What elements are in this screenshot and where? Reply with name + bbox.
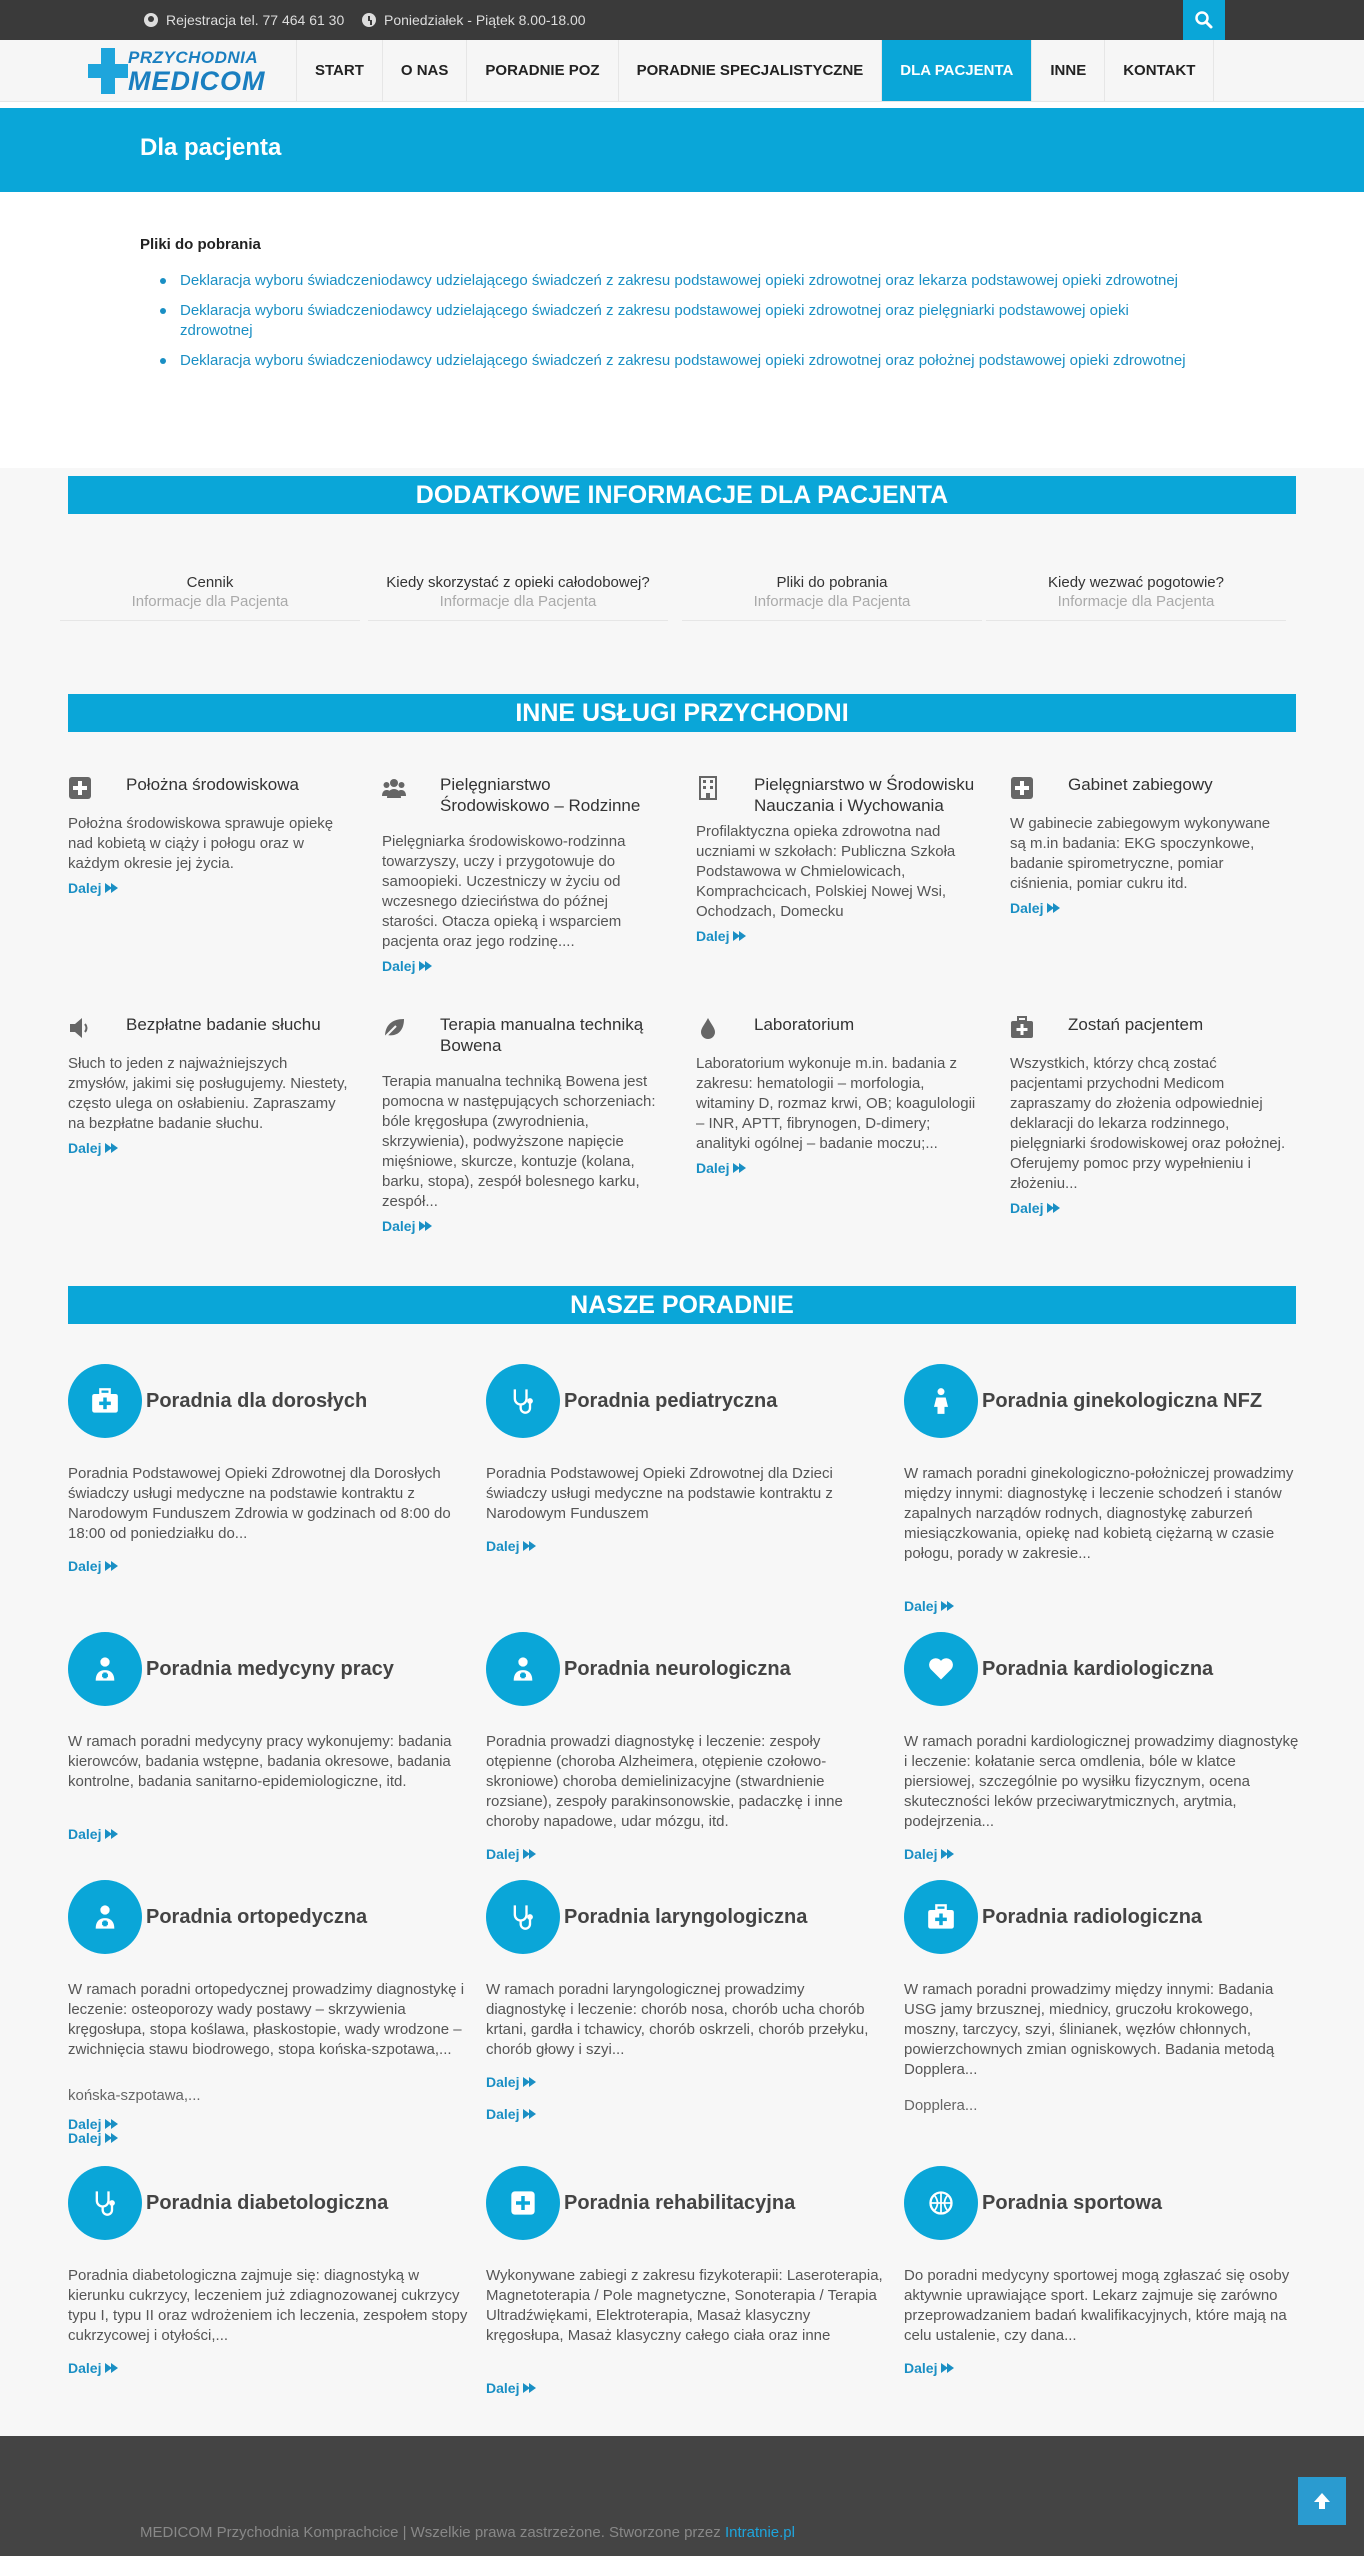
clinic-more-link[interactable] [68, 2360, 119, 2376]
info-card-title: Kiedy skorzystać z opieki całodobowej? [386, 574, 650, 591]
service-more-link[interactable] [68, 880, 119, 896]
users-icon [382, 776, 406, 800]
download-link-lekarz[interactable]: Deklaracja wyboru świadczeniodawcy udzielającego świadczeń z zakresu podstawowej opieki zdrowotnej oraz lekarza podstawowej opieki zdrowotnej [180, 272, 1179, 289]
top-bar [0, 0, 1364, 40]
doctor-icon [91, 1903, 119, 1931]
logo-line1: PRZYCHODNIA [128, 48, 259, 67]
menu-poradnie-specjalistyczne[interactable]: PORADNIE SPECJALISTYCZNE [619, 40, 883, 101]
clinic-icon-circle [904, 2166, 978, 2240]
ball-icon [927, 2189, 955, 2217]
logo[interactable] [88, 44, 288, 98]
footer [0, 2436, 1364, 2556]
clinic-title[interactable]: Poradnia ginekologiczna NFZ [982, 1390, 1263, 1412]
double-arrow-icon [105, 2132, 119, 2144]
double-arrow-icon [419, 960, 433, 972]
double-arrow-icon [419, 1220, 433, 1232]
more-label: Dalej [68, 1826, 102, 1842]
clinic-more-link[interactable] [486, 1846, 537, 1862]
double-arrow-icon [733, 1162, 747, 1174]
clock-icon [362, 13, 376, 27]
clinic-more-link-duplicate[interactable] [486, 2106, 537, 2122]
double-arrow-icon [941, 1600, 955, 1612]
services-banner: INNE USŁUGI PRZYCHODNI [68, 694, 1296, 732]
service-more-link[interactable] [68, 1140, 119, 1156]
double-arrow-icon [941, 1848, 955, 1860]
extra-info-banner: DODATKOWE INFORMACJE DLA PACJENTA [68, 476, 1296, 514]
footer-copyright [140, 2524, 795, 2541]
service-text: Wszystkich, którzy chcą zostać pacjentami przychodni Medicom zapraszamy do złożenia odpowiedniej deklaracji do lekarza rodzinnego, pielęgniarki środowiskowej oraz położnej. Oferujemy pomoc przy wypełnieniu i złożeniu... [1010, 1055, 1286, 1192]
clinic-icon-circle [904, 1364, 978, 1438]
menu-start[interactable]: START [296, 40, 383, 101]
download-link-polozna[interactable]: Deklaracja wyboru świadczeniodawcy udzielającego świadczeń z zakresu podstawowej opieki zdrowotnej oraz położnej podstawowej opieki zdrowotnej [180, 352, 1186, 369]
more-label: Dalej [486, 2106, 520, 2122]
double-arrow-icon [523, 2382, 537, 2394]
cross-icon [88, 48, 128, 94]
service-text: W gabinecie zabiegowym wykonywane są m.in badania: EKG spoczynkowe, badanie spirometryczne, pomiar ciśnienia, pomiar cukru itd. [1010, 815, 1271, 892]
download-link-pielegniarka[interactable]: Deklaracja wyboru świadczeniodawcy udzielającego świadczeń z zakresu podstawowej opieki zdrowotnej oraz pielęgniarki podstawowej opieki zdrowotnej [180, 302, 1129, 339]
clinic-text: W ramach poradni laryngologicznej prowadzimy diagnostykę i leczenie: chorób nosa, chorób ucha chorób krtani, gardła i tchawicy, chorób oskrzeli, chorób przełyku, chorób głowy i szyi... [486, 1981, 869, 2058]
service-gabinet-zabiegowy [1010, 774, 1290, 918]
info-card-title: Pliki do pobrania [776, 574, 888, 591]
double-arrow-icon [105, 1828, 119, 1840]
medkit-icon [927, 1903, 955, 1931]
more-label: Dalej [486, 1538, 520, 1554]
phone-text: Rejestracja tel. 77 464 61 30 [166, 12, 345, 28]
plus-square-icon [68, 776, 92, 800]
download-item [140, 301, 1190, 341]
service-more-link[interactable] [696, 928, 747, 944]
medkit-icon [91, 1387, 119, 1415]
service-more-link[interactable] [1010, 1200, 1061, 1216]
clinic-icon-circle [486, 1364, 560, 1438]
menu-dla-pacjenta[interactable]: DLA PACJENTA [882, 40, 1032, 101]
info-card-sub: Informacje dla Pacjenta [439, 593, 597, 610]
double-arrow-icon [523, 1848, 537, 1860]
more-label: Dalej [904, 1598, 938, 1614]
menu-kontakt[interactable]: KONTAKT [1105, 40, 1214, 101]
service-title: Zostań pacjentem [1068, 1015, 1204, 1034]
main-menu [296, 40, 1214, 101]
more-label: Dalej [486, 2380, 520, 2396]
search-button[interactable] [1183, 0, 1225, 40]
page-title: Dla pacjenta [140, 134, 282, 161]
service-text: Słuch to jeden z najważniejszych zmysłów, jakimi się posługujemy. Niestety, często ulega on osłabieniu. Zapraszamy na bezpłatne badanie słuchu. [68, 1055, 348, 1132]
more-label: Dalej [486, 2074, 520, 2090]
more-label: Dalej [1010, 900, 1044, 916]
service-text: Laboratorium wykonuje m.in. badania z zakresu: hematologii – morfologia, witaminy D, rozmaz krwi, OB; koagulologii – INR, APTT, fibrynogen, D-dimery; analityki ogólnej – badanie moczu;... [696, 1055, 976, 1152]
more-label: Dalej [68, 1140, 102, 1156]
more-label: Dalej [1010, 1200, 1044, 1216]
clinic-icon-circle [486, 1880, 560, 1954]
service-text: Terapia manualna techniką Bowena jest pomocna w następujących schorzeniach: bóle kręgosłupa (zwyrodnienia, skrzywienia), podwyższone napięcie mięśniowe, skurcze, kontuzje (kolana, barku, stopa), zespół bolesnego karku, zespół... [382, 1073, 656, 1210]
service-more-link[interactable] [382, 1218, 433, 1234]
downloads-list [140, 271, 1190, 371]
clinic-text: W ramach poradni ortopedycznej prowadzimy diagnostykę i leczenie: osteoporozy wady postawy – skrzywienia kręgosłupa, stopa koślawa, płaskostopie, wady wrodzone – zwichnięcia stawu biodrowego, stopa końska-szpotawa,... [68, 1981, 465, 2058]
info-card-pogotowie[interactable] [986, 574, 1286, 621]
downloads-section [140, 236, 1190, 381]
clinic-icon-circle [486, 1632, 560, 1706]
more-label: Dalej [68, 2360, 102, 2376]
clinic-more-link[interactable] [68, 1558, 119, 1574]
more-label: Dalej [382, 958, 416, 974]
double-arrow-icon [941, 2362, 955, 2374]
clinic-text: Wykonywane zabiegi z zakresu fizykoterapii: Laseroterapia, Magnetoterapia / Pole magnetyczne, Sonoterapia / Terapia Ultradźwiękami, Elektroterapia, Masaż klasyczny kręgosłupa, Masaż klasyczny całego ciała oraz inne [486, 2267, 883, 2344]
double-arrow-icon [733, 930, 747, 942]
more-label: Dalej [68, 1558, 102, 1574]
clinic-more-link[interactable] [68, 1826, 119, 1842]
clinic-title[interactable]: Poradnia laryngologiczna [564, 1906, 808, 1928]
clinic-icon-circle [904, 1880, 978, 1954]
clinic-icon-circle [68, 2166, 142, 2240]
downloads-heading: Pliki do pobrania [140, 236, 261, 253]
clinic-more-link[interactable] [68, 2130, 119, 2146]
clinic-icon-circle [904, 1632, 978, 1706]
phone-info [144, 0, 344, 40]
info-card-opieka-calodobowa[interactable] [368, 574, 668, 621]
info-card-pliki[interactable] [682, 574, 982, 621]
more-label: Dalej [68, 2130, 102, 2146]
stethoscope-icon [91, 2189, 119, 2217]
clinic-more-link[interactable] [904, 2360, 955, 2376]
service-pielegniarstwo-szkolne [696, 774, 976, 946]
double-arrow-icon [105, 1142, 119, 1154]
double-arrow-icon [105, 1560, 119, 1572]
service-title: Pielęgniarstwo Środowiskowo – Rodzinne [440, 775, 641, 815]
leaf-icon [382, 1016, 406, 1040]
download-item [140, 271, 1190, 291]
clinic-text: Poradnia diabetologiczna zajmuje się: diagnostyką w kierunku cukrzycy, leczeniem już zdiagnozowanej cukrzycy typu I, typu II oraz wdrożeniem ich leczenia, zespołem stopy cukrzycowej i otyłości,... [68, 2267, 468, 2344]
double-arrow-icon [105, 2362, 119, 2374]
service-more-link[interactable] [382, 958, 433, 974]
heart-icon [927, 1655, 955, 1683]
clinic-text: W ramach poradni prowadzimy między innymi: Badania USG jamy brzusznej, miednicy, gruczołu krokowego, moszny, tarczycy, szyi, ślinianek, węzłów chłonnych, powierzchownych zmian ogniskowych. Badania metodą Dopplera... [904, 1981, 1275, 2078]
clinic-text: W ramach poradni medycyny pracy wykonujemy: badania kierowców, badania wstępne, badania okresowe, badania kontrolne, badania sanitarno-epidemiologiczne, itd. [68, 1733, 452, 1790]
service-text: Profilaktyczna opieka zdrowotna nad uczniami w szkołach: Publiczna Szkoła Podstawowa w Chmielowicach, Komprachcicach, Polskiej Nowej Wsi, Ochodzach, Domecku [696, 823, 956, 920]
service-terapia-bowena [382, 1014, 662, 1236]
double-arrow-icon [523, 2108, 537, 2120]
double-arrow-icon [105, 882, 119, 894]
service-title: Pielęgniarstwo w Środowisku Nauczania i Wychowania [754, 775, 975, 815]
drop-icon [696, 1016, 720, 1040]
info-card-sub: Informacje dla Pacjenta [753, 593, 911, 610]
user-icon [144, 13, 158, 27]
double-arrow-icon [105, 2118, 119, 2130]
building-icon [696, 776, 720, 800]
service-text: Położna środowiskowa sprawuje opiekę nad kobietą w ciąży i połogu oraz w każdym okresie jej życia. [68, 815, 334, 872]
clinics-banner: NASZE PORADNIE [68, 1286, 1296, 1324]
clinic-text: Poradnia prowadzi diagnostykę i leczenie: zespoły otępienne (choroba Alzheimera, otępienie czołowo-skroniowe) choroba demielinizacyjne (stwardnienie rozsiane), zespoły parakinsonowskie, padaczkę i inne choroby napadowe, udar mózgu, itd. [486, 1733, 843, 1830]
clinic-more-link[interactable] [904, 1598, 955, 1614]
doctor-icon [509, 1655, 537, 1683]
arrow-up-icon [1312, 2491, 1332, 2511]
clinic-title[interactable]: Poradnia kardiologiczna [982, 1658, 1214, 1680]
menu-o-nas[interactable]: O NAS [383, 40, 468, 101]
double-arrow-icon [523, 2076, 537, 2088]
info-card-title: Kiedy wezwać pogotowie? [1048, 574, 1224, 591]
clinic-text: W ramach poradni kardiologicznej prowadzimy diagnostykę i leczenie: kołatanie serca omdlenia, bóle w klatce piersiowej, szczególnie po wysiłku fizycznym, ocena skuteczności leków przeciwarytmicznych, arytmia, podejrzenia... [904, 1733, 1299, 1830]
plus-square-icon [509, 2189, 537, 2217]
more-label: Dalej [68, 880, 102, 896]
service-title: Laboratorium [754, 1015, 855, 1034]
search-icon [1194, 10, 1214, 30]
clinic-title[interactable]: Poradnia diabetologiczna [146, 2192, 389, 2214]
back-to-top-button[interactable] [1298, 2477, 1346, 2525]
service-title: Terapia manualna techniką Bowena [440, 1015, 644, 1055]
service-title: Bezpłatne badanie słuchu [126, 1015, 321, 1034]
stethoscope-icon [509, 1387, 537, 1415]
service-text: Pielęgniarka środowiskowo-rodzinna towarzyszy, uczy i przygotowuje do samoopieki. Uczestniczy w życiu od wczesnego dzieciństwa do późnej starości. Otacza opieką i wsparciem pacjenta oraz jego rodzinę.... [382, 833, 626, 950]
more-label: Dalej [68, 2116, 102, 2132]
more-label: Dalej [904, 1846, 938, 1862]
clinic-title[interactable]: Poradnia rehabilitacyjna [564, 2192, 796, 2214]
hours-info [362, 0, 586, 40]
clinic-title[interactable]: Poradnia dla dorosłych [146, 1390, 368, 1412]
more-label: Dalej [696, 928, 730, 944]
service-polozna [68, 774, 348, 898]
footer-author-link[interactable]: Intratnie.pl [724, 2524, 795, 2541]
clinic-icon-circle [68, 1632, 142, 1706]
more-label: Dalej [382, 1218, 416, 1234]
info-card-sub: Informacje dla Pacjenta [1057, 593, 1215, 610]
service-title: Gabinet zabiegowy [1068, 775, 1213, 794]
clinic-title[interactable]: Poradnia sportowa [982, 2192, 1163, 2214]
duplicate-text-fragment: końska-szpotawa,... [68, 2087, 201, 2104]
clinic-title[interactable]: Poradnia medycyny pracy [146, 1658, 394, 1680]
clinic-more-link[interactable] [904, 1846, 955, 1862]
more-label: Dalej [486, 1846, 520, 1862]
stethoscope-icon [509, 1903, 537, 1931]
more-label: Dalej [904, 2360, 938, 2376]
clinic-icon-circle [486, 2166, 560, 2240]
plus-square-icon [1010, 776, 1034, 800]
clinic-more-link[interactable] [486, 2074, 537, 2090]
main-navbar [0, 40, 1364, 102]
service-laboratorium [696, 1014, 976, 1178]
volume-icon [68, 1016, 92, 1040]
doctor-icon [91, 1655, 119, 1683]
female-icon [927, 1387, 955, 1415]
medkit-icon [1010, 1016, 1034, 1040]
service-pielegniarstwo-rodzinne [382, 774, 662, 976]
double-arrow-icon [523, 1540, 537, 1552]
menu-inne[interactable]: INNE [1032, 40, 1105, 101]
clinic-title[interactable]: Poradnia pediatryczna [564, 1390, 778, 1412]
footer-text: MEDICOM Przychodnia Komprachcice | Wszelkie prawa zastrzeżone. Stworzone przez [140, 2524, 725, 2541]
download-item [140, 351, 1190, 371]
service-title: Położna środowiskowa [126, 775, 299, 794]
info-card-sub: Informacje dla Pacjenta [131, 593, 289, 610]
clinic-title[interactable]: Poradnia neurologiczna [564, 1658, 791, 1680]
clinic-title[interactable]: Poradnia ortopedyczna [146, 1906, 368, 1928]
double-arrow-icon [1047, 1202, 1061, 1214]
logo-line2: MEDICOM [128, 66, 266, 96]
double-arrow-icon [1047, 902, 1061, 914]
service-more-link[interactable] [696, 1160, 747, 1176]
clinic-text: Do poradni medycyny sportowej mogą zgłaszać się osoby aktywnie uprawiające sport. Lekarz zajmuje się zarówno przeprowadzaniem badań kwalifikacyjnych, które mają na celu ustalenie, czy dana... [904, 2267, 1290, 2344]
clinic-title[interactable]: Poradnia radiologiczna [982, 1906, 1203, 1928]
clinic-text: W ramach poradni ginekologiczno-położniczej prowadzimy między innymi: diagnostykę i leczenie schodzeń i stanów zapalnych narządów rodnych, diagnostykę zaburzeń miesiączkowania, opiekę nad kobietą ciężarną w czasie połogu, porady w zakresie... [904, 1465, 1294, 1562]
service-badanie-sluchu [68, 1014, 348, 1158]
page-title-bar [0, 108, 1364, 192]
service-zostan-pacjentem [1010, 1014, 1290, 1218]
duplicate-text-fragment: Dopplera... [904, 2097, 978, 2114]
clinic-more-link[interactable] [486, 1538, 537, 1554]
more-label: Dalej [696, 1160, 730, 1176]
service-more-link[interactable] [1010, 900, 1061, 916]
info-card-title: Cennik [186, 574, 234, 591]
info-card-cennik[interactable] [60, 574, 360, 621]
clinic-icon-circle [68, 1880, 142, 1954]
clinic-text: Poradnia Podstawowej Opieki Zdrowotnej dla Dorosłych świadczy usługi medyczne na podstawie kontraktu z Narodowym Funduszem Zdrowia w godzinach od 8:00 do 18:00 od poniedziałku do... [68, 1465, 451, 1542]
hours-text: Poniedziałek - Piątek 8.00-18.00 [384, 12, 586, 28]
clinic-text: Poradnia Podstawowej Opieki Zdrowotnej dla Dzieci świadczy usługi medyczne na podstawie kontraktu z Narodowym Funduszem [486, 1465, 833, 1522]
clinic-more-link-duplicate[interactable] [68, 2116, 119, 2132]
menu-poradnie-poz[interactable]: PORADNIE POZ [467, 40, 618, 101]
content-gray-area [0, 468, 1364, 2436]
clinic-icon-circle [68, 1364, 142, 1438]
clinic-more-link[interactable] [486, 2380, 537, 2396]
